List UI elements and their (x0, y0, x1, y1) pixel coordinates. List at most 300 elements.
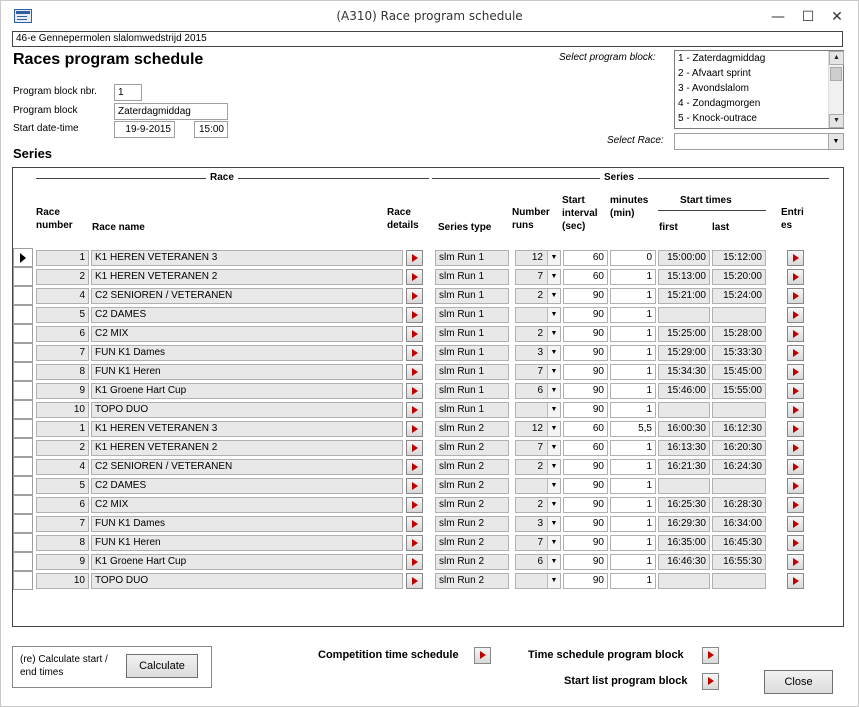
event-name-field[interactable]: 46-e Gennepermolen slalomwedstrijd 2015 (12, 31, 843, 47)
select-race-value (675, 135, 678, 146)
last-time-cell: 16:20:30 (712, 440, 766, 456)
number-runs-value: 7 (537, 271, 543, 282)
number-runs-value: 7 (537, 366, 543, 377)
chevron-down-icon[interactable]: ▼ (547, 308, 560, 322)
program-block-listbox[interactable] (674, 50, 844, 129)
race-number-cell[interactable]: 6 (36, 326, 89, 342)
start-date-field[interactable]: 19-9-2015 (114, 121, 175, 138)
minutes-cell[interactable]: 1 (610, 383, 656, 399)
race-details-arrow-icon[interactable] (406, 307, 423, 323)
header-race-number: Race number (36, 207, 73, 231)
number-runs-value: 6 (537, 385, 543, 396)
start-interval-cell[interactable]: 90 (563, 497, 608, 513)
start-interval-cell[interactable]: 90 (563, 383, 608, 399)
chevron-down-icon[interactable]: ▼ (547, 422, 560, 436)
start-list-block-label: Start list program block (564, 675, 688, 687)
record-selector[interactable] (13, 400, 33, 419)
calculate-label: (re) Calculate start / end times (20, 654, 108, 678)
chevron-down-icon[interactable]: ▼ (547, 403, 560, 417)
minutes-cell[interactable]: 1 (610, 364, 656, 380)
last-time-cell (712, 402, 766, 418)
table-row[interactable] (13, 400, 843, 419)
minimize-button[interactable]: — (771, 9, 785, 25)
last-time-cell: 15:45:00 (712, 364, 766, 380)
number-runs-value: 2 (537, 290, 543, 301)
chevron-down-icon[interactable]: ▼ (828, 134, 843, 149)
number-runs-value: 7 (537, 537, 543, 548)
table-row[interactable] (13, 419, 843, 438)
race-number-cell[interactable]: 2 (36, 269, 89, 285)
chevron-down-icon[interactable]: ▼ (547, 441, 560, 455)
record-selector[interactable] (13, 286, 33, 305)
chevron-down-icon[interactable]: ▼ (547, 251, 560, 265)
last-time-cell: 16:28:30 (712, 497, 766, 513)
last-time-cell: 16:45:30 (712, 535, 766, 551)
race-number-cell[interactable]: 8 (36, 364, 89, 380)
number-runs-combo[interactable] (515, 478, 561, 494)
last-time-cell: 15:33:30 (712, 345, 766, 361)
first-time-cell: 16:25:30 (658, 497, 710, 513)
chevron-down-icon[interactable]: ▼ (547, 460, 560, 474)
select-race-label: Select Race: (607, 135, 664, 146)
minutes-cell[interactable]: 1 (610, 478, 656, 494)
race-name-cell[interactable]: C2 SENIOREN / VETERANEN (91, 288, 403, 304)
minutes-cell[interactable]: 1 (610, 307, 656, 323)
chevron-down-icon[interactable]: ▼ (547, 384, 560, 398)
start-interval-cell[interactable]: 90 (563, 535, 608, 551)
first-time-cell: 15:00:00 (658, 250, 710, 266)
number-runs-combo[interactable] (515, 269, 561, 285)
first-time-cell: 15:13:00 (658, 269, 710, 285)
start-interval-cell[interactable]: 60 (563, 421, 608, 437)
chevron-down-icon[interactable]: ▼ (547, 365, 560, 379)
start-interval-cell[interactable]: 60 (563, 250, 608, 266)
minutes-cell[interactable]: 1 (610, 345, 656, 361)
series-type-cell[interactable]: slm Run 1 (435, 326, 509, 342)
first-time-cell: 15:25:00 (658, 326, 710, 342)
series-type-cell[interactable]: slm Run 1 (435, 364, 509, 380)
table-row[interactable] (13, 324, 843, 343)
first-time-cell (658, 478, 710, 494)
header-first: first (659, 222, 678, 233)
series-type-cell[interactable]: slm Run 1 (435, 307, 509, 323)
entries-arrow-icon[interactable] (787, 288, 804, 304)
program-block-item[interactable]: 3 - Avondslalom (678, 83, 749, 94)
chevron-down-icon[interactable]: ▼ (547, 555, 560, 569)
number-runs-value: 3 (537, 518, 543, 529)
last-time-cell: 16:55:30 (712, 554, 766, 570)
block-nbr-label: Program block nbr. (13, 86, 97, 97)
record-selector[interactable] (13, 267, 33, 286)
program-block-item[interactable]: 5 - Knock-outrace (678, 113, 757, 124)
race-name-cell[interactable]: K1 HEREN VETERANEN 2 (91, 440, 403, 456)
series-type-cell[interactable]: slm Run 1 (435, 383, 509, 399)
number-runs-combo[interactable] (515, 383, 561, 399)
number-runs-combo[interactable] (515, 535, 561, 551)
first-time-cell (658, 307, 710, 323)
entries-arrow-icon[interactable] (787, 269, 804, 285)
start-interval-cell[interactable]: 90 (563, 554, 608, 570)
header-race-name: Race name (92, 222, 145, 233)
minutes-cell[interactable]: 1 (610, 459, 656, 475)
title-bar (1, 1, 858, 33)
chevron-down-icon[interactable]: ▼ (547, 270, 560, 284)
header-start-interval: Start interval (sec) (562, 195, 598, 232)
number-runs-value: 2 (537, 461, 543, 472)
start-interval-cell[interactable]: 90 (563, 364, 608, 380)
number-runs-combo[interactable] (515, 497, 561, 513)
competition-schedule-arrow-icon[interactable] (474, 647, 491, 664)
number-runs-combo[interactable] (515, 516, 561, 532)
time-schedule-block-arrow-icon[interactable] (702, 647, 719, 664)
series-type-cell[interactable]: slm Run 2 (435, 459, 509, 475)
entries-arrow-icon[interactable] (787, 535, 804, 551)
race-name-cell[interactable]: FUN K1 Dames (91, 516, 403, 532)
number-runs-value (543, 480, 545, 491)
entries-arrow-icon[interactable] (787, 440, 804, 456)
table-row[interactable] (13, 248, 843, 267)
number-runs-value: 7 (537, 442, 543, 453)
header-series-type: Series type (438, 222, 492, 233)
race-details-arrow-icon[interactable] (406, 478, 423, 494)
race-number-cell[interactable]: 5 (36, 478, 89, 494)
record-selector[interactable] (13, 362, 33, 381)
race-number-cell[interactable]: 10 (36, 573, 89, 589)
start-interval-cell[interactable]: 90 (563, 307, 608, 323)
series-type-cell[interactable]: slm Run 2 (435, 497, 509, 513)
number-runs-combo[interactable] (515, 459, 561, 475)
calculate-button[interactable]: Calculate (126, 654, 198, 678)
start-list-block-arrow-icon[interactable] (702, 673, 719, 690)
race-name-cell[interactable]: K1 HEREN VETERANEN 2 (91, 269, 403, 285)
series-type-cell[interactable]: slm Run 1 (435, 250, 509, 266)
first-time-cell: 16:00:30 (658, 421, 710, 437)
competition-schedule-label: Competition time schedule (318, 649, 459, 661)
number-runs-value: 6 (537, 556, 543, 567)
record-selector[interactable] (13, 533, 33, 552)
series-type-cell[interactable]: slm Run 2 (435, 573, 509, 589)
number-runs-value: 3 (537, 347, 543, 358)
table-row[interactable] (13, 552, 843, 571)
race-details-arrow-icon[interactable] (406, 459, 423, 475)
table-row[interactable] (13, 305, 843, 324)
table-row[interactable] (13, 476, 843, 495)
close-button[interactable]: Close (764, 670, 833, 694)
number-runs-combo[interactable] (515, 345, 561, 361)
race-name-cell[interactable]: K1 HEREN VETERANEN 3 (91, 250, 403, 266)
race-details-arrow-icon[interactable] (406, 269, 423, 285)
chevron-down-icon[interactable]: ▼ (547, 517, 560, 531)
race-details-arrow-icon[interactable] (406, 421, 423, 437)
first-time-cell: 15:34:30 (658, 364, 710, 380)
series-group-label: Series (600, 172, 638, 183)
series-type-cell[interactable]: slm Run 2 (435, 478, 509, 494)
table-row[interactable] (13, 286, 843, 305)
header-entries: Entri es (781, 207, 804, 231)
number-runs-combo[interactable] (515, 326, 561, 342)
entries-arrow-icon[interactable] (787, 554, 804, 570)
select-block-label: Select program block: (559, 52, 656, 63)
number-runs-combo[interactable] (515, 402, 561, 418)
start-interval-cell[interactable]: 90 (563, 402, 608, 418)
record-selector[interactable] (13, 514, 33, 533)
race-details-arrow-icon[interactable] (406, 326, 423, 342)
last-time-cell: 15:55:00 (712, 383, 766, 399)
number-runs-value: 12 (531, 252, 543, 263)
first-time-cell: 15:29:00 (658, 345, 710, 361)
table-row[interactable] (13, 457, 843, 476)
race-details-arrow-icon[interactable] (406, 440, 423, 456)
race-number-cell[interactable]: 10 (36, 402, 89, 418)
header-minutes: minutes (min) (610, 195, 649, 219)
chevron-down-icon[interactable]: ▼ (547, 498, 560, 512)
race-number-cell[interactable]: 7 (36, 345, 89, 361)
scroll-down-icon[interactable]: ▼ (829, 114, 844, 128)
series-type-cell[interactable]: slm Run 2 (435, 535, 509, 551)
race-details-arrow-icon[interactable] (406, 402, 423, 418)
block-field[interactable]: Zaterdagmiddag (114, 103, 228, 120)
series-type-cell[interactable]: slm Run 2 (435, 421, 509, 437)
minutes-cell[interactable]: 1 (610, 269, 656, 285)
number-runs-combo[interactable] (515, 421, 561, 437)
race-name-cell[interactable]: FUN K1 Heren (91, 364, 403, 380)
start-time-field[interactable]: 15:00 (194, 121, 228, 138)
last-time-cell: 16:34:00 (712, 516, 766, 532)
entries-arrow-icon[interactable] (787, 516, 804, 532)
race-name-cell[interactable]: K1 Groene Hart Cup (91, 554, 403, 570)
minutes-cell[interactable]: 1 (610, 402, 656, 418)
minutes-cell[interactable]: 1 (610, 497, 656, 513)
entries-arrow-icon[interactable] (787, 402, 804, 418)
first-time-cell: 15:46:00 (658, 383, 710, 399)
close-window-button[interactable]: ✕ (831, 9, 843, 25)
number-runs-combo[interactable] (515, 554, 561, 570)
race-name-cell[interactable]: C2 MIX (91, 326, 403, 342)
start-interval-cell[interactable]: 90 (563, 288, 608, 304)
table-row[interactable] (13, 533, 843, 552)
number-runs-combo[interactable] (515, 440, 561, 456)
form-title: Races program schedule (13, 51, 204, 68)
entries-arrow-icon[interactable] (787, 459, 804, 475)
start-interval-cell[interactable]: 90 (563, 326, 608, 342)
number-runs-combo[interactable] (515, 573, 561, 589)
minutes-cell[interactable]: 1 (610, 516, 656, 532)
race-name-cell[interactable]: C2 DAMES (91, 307, 403, 323)
race-name-cell[interactable]: K1 Groene Hart Cup (91, 383, 403, 399)
chevron-down-icon[interactable]: ▼ (547, 574, 560, 588)
minutes-cell[interactable]: 5,5 (610, 421, 656, 437)
number-runs-combo[interactable] (515, 364, 561, 380)
select-race-combo[interactable] (674, 133, 844, 150)
program-block-item[interactable]: 1 - Zaterdagmiddag (678, 53, 766, 64)
scroll-up-icon[interactable]: ▲ (829, 51, 844, 65)
entries-arrow-icon[interactable] (787, 497, 804, 513)
race-name-cell[interactable]: K1 HEREN VETERANEN 3 (91, 421, 403, 437)
race-details-arrow-icon[interactable] (406, 497, 423, 513)
start-label: Start date-time (13, 123, 79, 134)
entries-arrow-icon[interactable] (787, 250, 804, 266)
entries-arrow-icon[interactable] (787, 326, 804, 342)
start-interval-cell[interactable]: 90 (563, 573, 608, 589)
chevron-down-icon[interactable]: ▼ (547, 536, 560, 550)
minutes-cell[interactable]: 1 (610, 535, 656, 551)
chevron-down-icon[interactable]: ▼ (547, 327, 560, 341)
first-time-cell (658, 573, 710, 589)
header-race-details: Race details (387, 207, 419, 231)
race-details-arrow-icon[interactable] (406, 554, 423, 570)
program-block-item[interactable]: 2 - Afvaart sprint (678, 68, 751, 79)
number-runs-value (543, 404, 545, 415)
race-name-cell[interactable]: FUN K1 Dames (91, 345, 403, 361)
last-time-cell (712, 573, 766, 589)
start-interval-cell[interactable]: 90 (563, 459, 608, 475)
first-time-cell: 16:35:00 (658, 535, 710, 551)
race-number-cell[interactable]: 5 (36, 307, 89, 323)
race-name-cell[interactable]: C2 MIX (91, 497, 403, 513)
start-times-divider (658, 210, 766, 211)
entries-arrow-icon[interactable] (787, 573, 804, 589)
first-time-cell: 15:21:00 (658, 288, 710, 304)
table-row[interactable] (13, 571, 843, 590)
race-number-cell[interactable]: 9 (36, 554, 89, 570)
record-selector[interactable] (13, 324, 33, 343)
start-interval-cell[interactable]: 60 (563, 269, 608, 285)
start-interval-cell[interactable]: 60 (563, 440, 608, 456)
race-details-arrow-icon[interactable] (406, 250, 423, 266)
race-details-arrow-icon[interactable] (406, 288, 423, 304)
record-selector[interactable] (13, 571, 33, 590)
series-type-cell[interactable]: slm Run 1 (435, 288, 509, 304)
first-time-cell: 16:13:30 (658, 440, 710, 456)
race-details-arrow-icon[interactable] (406, 345, 423, 361)
race-details-arrow-icon[interactable] (406, 383, 423, 399)
header-number-runs: Number runs (512, 207, 550, 231)
race-details-arrow-icon[interactable] (406, 573, 423, 589)
record-selector[interactable] (13, 476, 33, 495)
table-row[interactable] (13, 267, 843, 286)
race-number-cell[interactable]: 2 (36, 440, 89, 456)
race-number-cell[interactable]: 4 (36, 288, 89, 304)
minutes-cell[interactable]: 1 (610, 573, 656, 589)
first-time-cell: 16:29:30 (658, 516, 710, 532)
number-runs-value: 2 (537, 499, 543, 510)
start-interval-cell[interactable]: 90 (563, 478, 608, 494)
number-runs-combo[interactable] (515, 307, 561, 323)
last-time-cell: 16:12:30 (712, 421, 766, 437)
entries-arrow-icon[interactable] (787, 345, 804, 361)
series-type-cell[interactable]: slm Run 2 (435, 516, 509, 532)
race-name-cell[interactable]: C2 DAMES (91, 478, 403, 494)
table-row[interactable] (13, 438, 843, 457)
minutes-cell[interactable]: 1 (610, 288, 656, 304)
last-time-cell (712, 478, 766, 494)
number-runs-value: 2 (537, 328, 543, 339)
race-number-cell[interactable]: 9 (36, 383, 89, 399)
number-runs-value: 12 (531, 423, 543, 434)
entries-arrow-icon[interactable] (787, 364, 804, 380)
record-selector[interactable] (13, 419, 33, 438)
race-number-cell[interactable]: 6 (36, 497, 89, 513)
record-selector[interactable] (13, 552, 33, 571)
minutes-cell[interactable]: 1 (610, 554, 656, 570)
series-type-cell[interactable]: slm Run 1 (435, 269, 509, 285)
start-interval-cell[interactable]: 90 (563, 345, 608, 361)
chevron-down-icon[interactable]: ▼ (547, 346, 560, 360)
number-runs-value (543, 575, 545, 586)
listbox-scrollbar[interactable] (828, 51, 843, 128)
entries-arrow-icon[interactable] (787, 478, 804, 494)
race-number-cell[interactable]: 8 (36, 535, 89, 551)
race-number-cell[interactable]: 7 (36, 516, 89, 532)
minutes-cell[interactable]: 1 (610, 326, 656, 342)
race-name-cell[interactable]: TOPO DUO (91, 402, 403, 418)
table-row[interactable] (13, 495, 843, 514)
last-time-cell: 15:28:00 (712, 326, 766, 342)
record-selector[interactable] (13, 343, 33, 362)
number-runs-combo[interactable] (515, 288, 561, 304)
minutes-cell[interactable]: 1 (610, 440, 656, 456)
record-selector[interactable] (13, 305, 33, 324)
series-subform (12, 167, 844, 627)
entries-arrow-icon[interactable] (787, 421, 804, 437)
first-time-cell (658, 402, 710, 418)
race-number-cell[interactable]: 4 (36, 459, 89, 475)
table-row[interactable] (13, 343, 843, 362)
table-row[interactable] (13, 381, 843, 400)
race-group-label: Race (206, 172, 238, 183)
series-type-cell[interactable]: slm Run 2 (435, 440, 509, 456)
header-last: last (712, 222, 730, 233)
race-name-cell[interactable]: FUN K1 Heren (91, 535, 403, 551)
chevron-down-icon[interactable]: ▼ (547, 289, 560, 303)
window-title: (A310) Race program schedule (336, 9, 523, 23)
last-time-cell: 15:20:00 (712, 269, 766, 285)
table-row[interactable] (13, 362, 843, 381)
record-selector[interactable] (13, 495, 33, 514)
start-interval-cell[interactable]: 90 (563, 516, 608, 532)
number-runs-combo[interactable] (515, 250, 561, 266)
program-block-item[interactable]: 4 - Zondagmorgen (678, 98, 761, 109)
race-details-arrow-icon[interactable] (406, 364, 423, 380)
race-name-cell[interactable]: TOPO DUO (91, 573, 403, 589)
first-time-cell: 16:46:30 (658, 554, 710, 570)
race-number-cell[interactable]: 1 (36, 250, 89, 266)
header-start-times: Start times (680, 195, 732, 206)
series-type-cell[interactable]: slm Run 1 (435, 402, 509, 418)
race-number-cell[interactable]: 1 (36, 421, 89, 437)
last-time-cell: 16:24:30 (712, 459, 766, 475)
chevron-down-icon[interactable]: ▼ (547, 479, 560, 493)
race-name-cell[interactable]: C2 SENIOREN / VETERANEN (91, 459, 403, 475)
series-section-title: Series (13, 146, 53, 161)
table-row[interactable] (13, 514, 843, 533)
record-selector[interactable] (13, 248, 33, 267)
scroll-thumb[interactable] (830, 67, 842, 81)
block-label: Program block (13, 105, 78, 116)
maximize-button[interactable]: ☐ (801, 9, 815, 25)
record-selector[interactable] (13, 438, 33, 457)
series-type-cell[interactable]: slm Run 1 (435, 345, 509, 361)
entries-arrow-icon[interactable] (787, 307, 804, 323)
entries-arrow-icon[interactable] (787, 383, 804, 399)
record-selector[interactable] (13, 457, 33, 476)
record-selector[interactable] (13, 381, 33, 400)
minutes-cell[interactable]: 0 (610, 250, 656, 266)
race-details-arrow-icon[interactable] (406, 516, 423, 532)
series-type-cell[interactable]: slm Run 2 (435, 554, 509, 570)
block-nbr-field[interactable]: 1 (114, 84, 142, 101)
race-details-arrow-icon[interactable] (406, 535, 423, 551)
